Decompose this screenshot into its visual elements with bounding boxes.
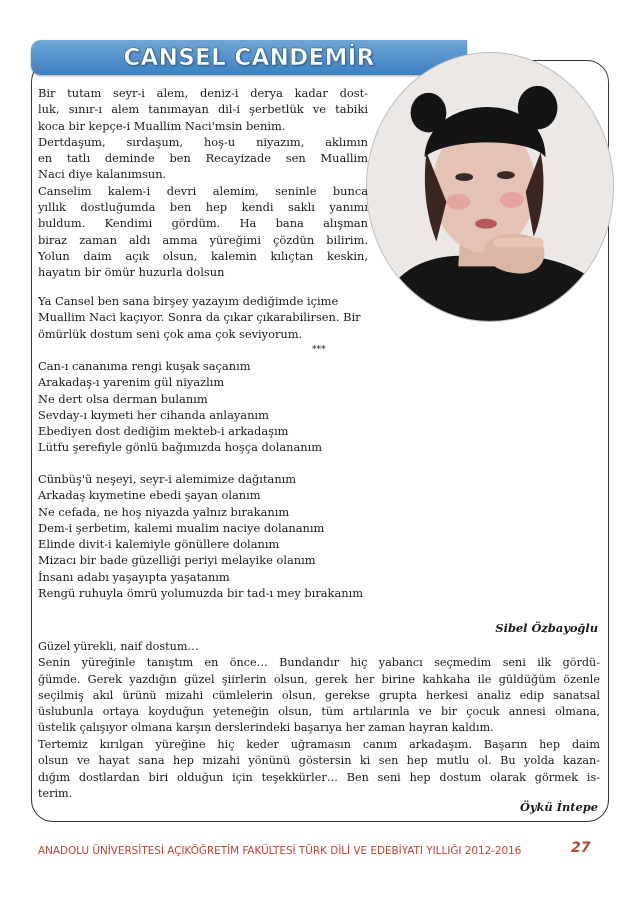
- poem-stanza-1: [38, 358, 322, 456]
- text-line: biraz zaman aldı amma yüreğimi çözdün bilirim.: [38, 232, 368, 247]
- poem-line: Elinde divit-i kalemiyle gönüllere dolanım: [38, 537, 280, 552]
- poem-line: Cünbüş'ü neşeyi, seyr-i alemimize dağıtanım: [38, 472, 297, 486]
- title-banner: [31, 40, 467, 75]
- poem-line: Arkadaş kıymetine ebedi şayan olanım: [38, 488, 261, 503]
- page-number: 27: [571, 840, 591, 856]
- prose-paragraph-1: [38, 639, 600, 737]
- text-line: en tatlı deminde ben Recayizade sen Muallim: [38, 151, 368, 166]
- separator: ***: [312, 345, 326, 355]
- footer-text: ANADOLU ÜNİVERSİTESİ AÇIKÖĞRETİM FAKÜLTESİ TÜRK DİLİ VE EDEBİYATI YILLIĞI 2012-2016: [38, 845, 522, 857]
- poem-line: Rengü ruhuyla ömrü yolumuzda bir tad-ı mey bırakanım: [38, 586, 364, 601]
- poem-line: Ne dert olsa derman bulanım: [38, 391, 208, 406]
- poem-line: Ebediyen dost dediğim mekteb-i arkadaşım: [38, 424, 289, 439]
- text-line: Muallim Naci kaçıyor. Sonra da çıkar çıkarabilirsen. Bir: [38, 310, 361, 325]
- text-line: buldum. Kendimi gördüm. Ha bana alışman: [38, 216, 368, 231]
- text-line: üslubunla ortaya koyduğun yeteneğin olsun, tüm artılarınla ve bir çocuk annesi olmana,: [38, 705, 600, 719]
- intro-paragraph: [38, 85, 368, 281]
- text-line: Bir tutam seyr-i alem, deniz-i derya kadar dost-: [38, 86, 368, 100]
- text-line: ömürlük dostum seni çok ama çok seviyorum.: [38, 326, 303, 341]
- page-title: CANSEL CANDEMİR: [123, 44, 375, 71]
- text-line: seçilmiş akıl ürünü mizahi cümlelerin olsun, gerekse grupta herkesi analiz edip sanatsal: [38, 688, 600, 702]
- text-line: hayatın bir ömür huzurla dolsun: [38, 265, 225, 280]
- text-line: Ya Cansel ben sana birşey yazayım dediğimde içime: [38, 294, 339, 308]
- portrait-photo: [366, 52, 614, 322]
- text-line: dığım dostlardan biri olduğun için teşekkürler… Ben seni hep dostum olarak görmek is-: [38, 770, 600, 784]
- portrait-icon: [367, 53, 613, 321]
- signature-oyku: Öykü İntepe: [519, 800, 598, 814]
- text-line: Canselim kalem-i devri alemim, seninle bunca: [38, 183, 368, 198]
- text-line: luk, sınır-ı alem tanımayan dil-i şerbetlük ve tabiki: [38, 102, 368, 117]
- second-paragraph: [38, 293, 361, 342]
- poem-line: Dem-i şerbetim, kalemi mualim naciye dolananım: [38, 520, 325, 535]
- poem-line: Lütfu şerefiyle gönlü bağımızda hoşça dolananım: [38, 440, 323, 455]
- poem-line: İnsanı adabı yaşayıpta yaşatanım: [38, 569, 230, 584]
- signature-sibel: Sibel Özbayoğlu: [495, 621, 598, 635]
- poem-line: Can-ı cananıma rengi kuşak saçanım: [38, 359, 251, 373]
- prose-paragraph-2: [38, 737, 600, 802]
- poem-line: Mizacı bir bade güzelliği periyi melayike olanım: [38, 553, 316, 568]
- text-line: Güzel yürekli, naif dostum…: [38, 640, 199, 653]
- text-line: Dertdaşum, sırdaşum, hoş-u niyazım, aklımın: [38, 134, 368, 149]
- poem-line: Sevday-ı kıymeti her cihanda anlayanım: [38, 407, 269, 422]
- text-line: üstelik çalışıyor olmana karşın derslerindeki başarıya her zaman hayran kaldım.: [38, 721, 494, 735]
- text-line: koca bir kepçe-i Muallim Naci'msin benim.: [38, 118, 286, 133]
- text-line: Yolun daim açık olsun, kalemin kılıçtan keskin,: [38, 248, 368, 263]
- text-line: Tertemiz kırılgan yüreğine hiç keder uğramasın canım arkadaşım. Başarın hep daim: [38, 738, 600, 751]
- text-line: Naci diye kalanımsun.: [38, 167, 167, 182]
- text-line: olsun ve hayat sana hep mizahi yönünü göstersin ki sen hep mutlu ol. Bu yolda kazan-: [38, 754, 600, 768]
- text-line: Senin yüreğinle tanıştım en önce… Bundandır hiç yabancı seçmedim seni ilk gördü-: [38, 656, 600, 670]
- poem-stanza-2: [38, 471, 363, 601]
- poem-line: Ne cefada, ne hoş niyazda yalnız bırakanım: [38, 504, 290, 519]
- text-line: ğümde. Gerek yazdığın güzel şiirlerin olsun, gerek her birine kahkaha ile güldüğüm özenle: [38, 672, 600, 686]
- poem-line: Arakadaş-ı yarenim gül niyazlım: [38, 375, 225, 390]
- text-line: yıllık dostluğumda ben hep kendi saklı yanımı: [38, 200, 368, 215]
- text-line: terim.: [38, 786, 73, 800]
